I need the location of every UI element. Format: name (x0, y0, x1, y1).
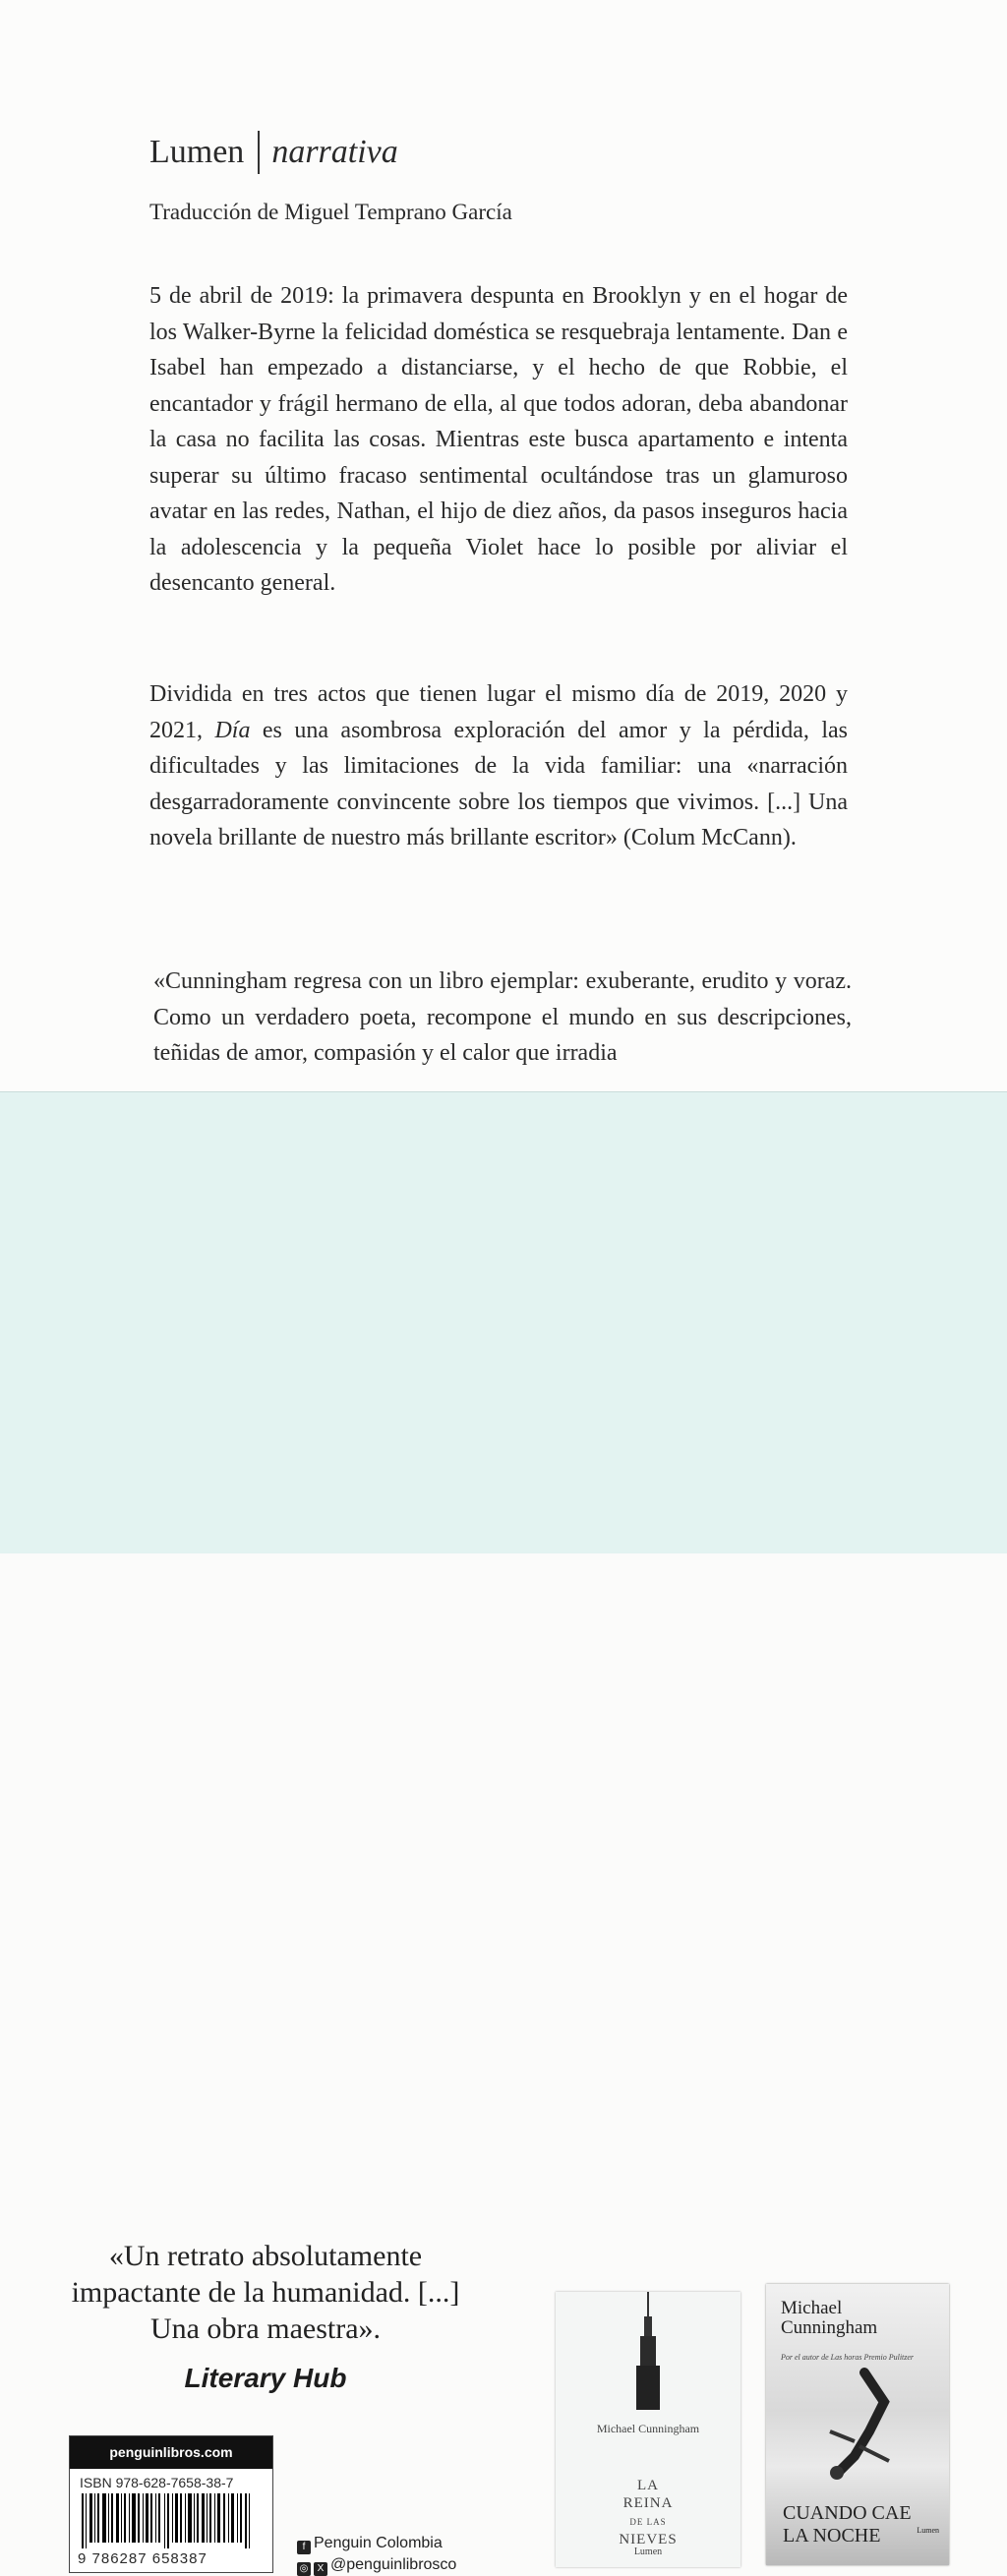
author-last: Cunningham (781, 2317, 878, 2338)
publisher-website: penguinlibros.com (70, 2436, 272, 2469)
book-author (781, 2299, 877, 2338)
related-book-la-reina-de-las-nieves (556, 2292, 740, 2567)
title-line: LA NOCHE (783, 2525, 881, 2547)
blurb-quote: «Un retrato absolutamente impactante de la humanidad. [...] Una obra maestra». (71, 2240, 460, 2345)
synopsis-text: Dividida en tres actos que tienen lugar el mismo día de 2019, 2020 y 2021, (149, 681, 848, 743)
barcode-block (69, 2435, 273, 2573)
related-book-cuando-cae-la-noche (766, 2284, 949, 2565)
book-title (783, 2502, 912, 2547)
social-links (297, 2533, 456, 2576)
cover-top-area (0, 0, 1007, 1096)
facebook-row[interactable] (297, 2533, 456, 2554)
title-line: NIEVES (619, 2532, 678, 2547)
social-handle: @penguinlibrosco (330, 2556, 457, 2573)
book-title: Día (214, 717, 251, 743)
translator-credit: Traducción de Miguel Temprano García (149, 200, 512, 224)
imprint-divider (258, 131, 260, 174)
title-line: LA (637, 2478, 659, 2493)
author-first: Michael (781, 2298, 843, 2318)
facebook-icon: f (297, 2541, 311, 2554)
title-line (556, 2512, 740, 2531)
book-publisher: Lumen (633, 2547, 663, 2557)
facebook-label: Penguin Colombia (314, 2535, 443, 2551)
empire-state-building-icon (634, 2292, 662, 2410)
instagram-x-row[interactable] (297, 2554, 456, 2576)
book-publisher: Lumen (917, 2526, 939, 2535)
book-author: Michael Cunningham (596, 2422, 700, 2435)
title-small: DE LAS (629, 2517, 667, 2527)
imprint-name: Lumen (149, 134, 245, 170)
isbn-number: ISBN 978-628-7658-38-7 (80, 2475, 234, 2490)
book-note: Por el autor de Las horas Premio Pulitzer (781, 2353, 915, 2362)
title-line: CUANDO CAE (783, 2502, 912, 2524)
barcode-digits: 9 786287 658387 (78, 2550, 207, 2567)
synopsis-text: es una asombrosa exploración del amor y la pérdida, las dificultades y las limitaciones de la vida familiar: una «narración desgarradoramente convincente sobre los tiempos que vivimos. [...] Una novela brillante de nuestro más brillante escritor» (Colum McCann). (149, 717, 849, 850)
barcode-icon (80, 2493, 263, 2548)
diving-figure-icon (796, 2363, 914, 2481)
synopsis-paragraph-1: 5 de abril de 2019: la primavera despunta en Brooklyn y en el hogar de los Walker-Byrne la felicidad doméstica se resquebraja lentamente. Dan e Isabel han empezado a distanciarse, y el hecho de que Robbie, el encantador y frágil hermano de ella, al que todos adoran, deba abandonar la casa no facilita las cosas. Mientras este busca apartamento e intenta superar su último fracaso sentimental ocultándose tras un glamuroso avatar en las redes, Nathan, el hijo de diez años, da pasos inseguros hacia la adolescencia y la pequeña Violet hace lo posible por aliviar el desencanto general. (149, 283, 848, 596)
review-paragraph: «Cunningham regresa con un libro ejemplar: exuberante, erudito y voraz. Como un verdadero poeta, recompone el mundo en sus descripciones, teñidas de amor, compasión y el calor que irradia (153, 968, 852, 1066)
imprint-logo (149, 131, 398, 174)
synopsis-paragraph-2 (149, 676, 848, 856)
imprint-series: narrativa (271, 134, 398, 170)
book-title (556, 2477, 740, 2548)
instagram-icon: ◎ (297, 2562, 311, 2576)
bottom-band (0, 1091, 1007, 2574)
blurb-source: Literary Hub (184, 2363, 347, 2393)
title-line: REINA (622, 2495, 674, 2511)
x-icon: X (314, 2562, 327, 2576)
